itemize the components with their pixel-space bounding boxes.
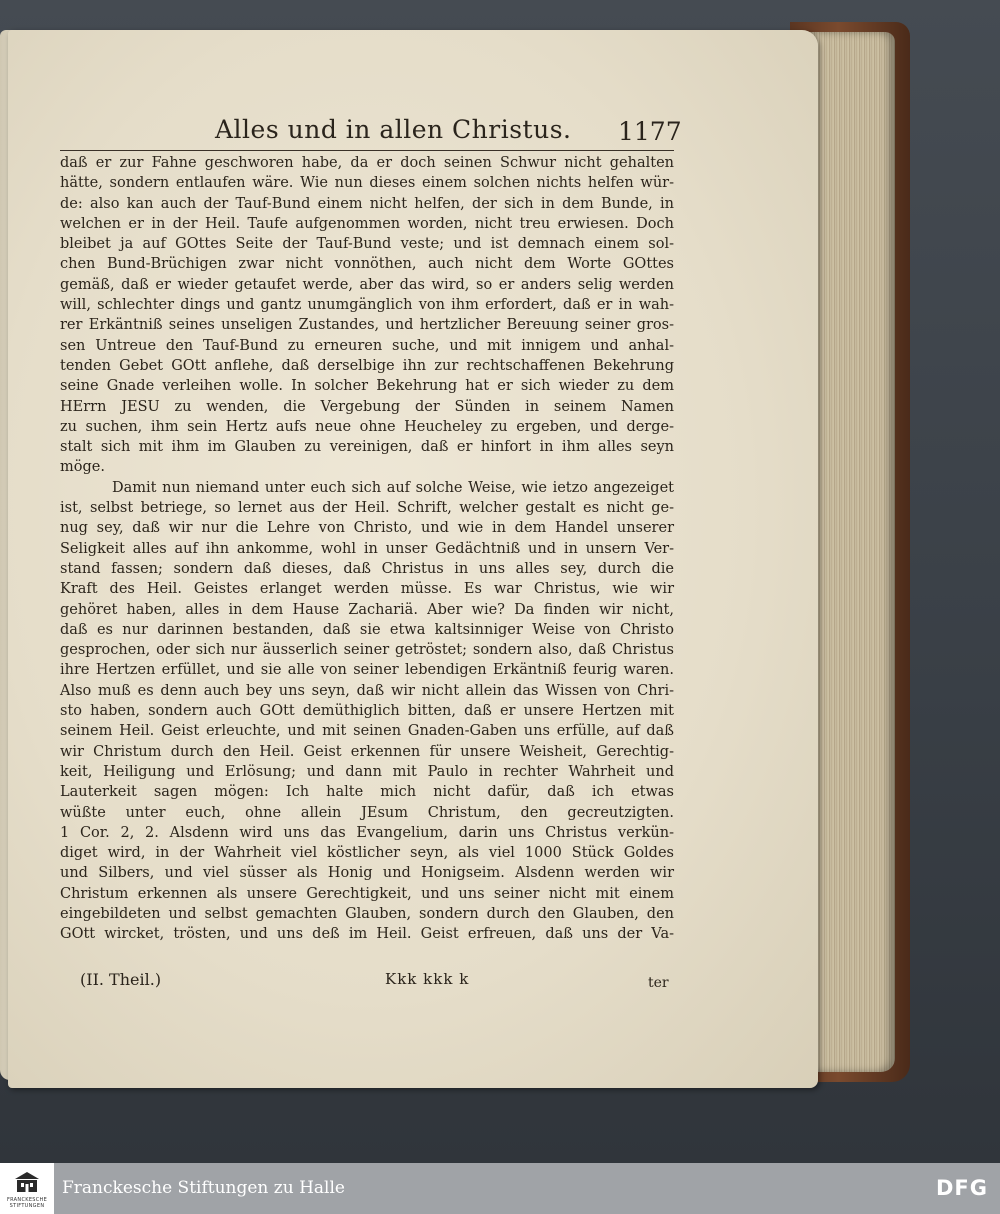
text-line: Christum erkennen als unsere Gerechtigkeit, und uns seiner nicht mit einem	[60, 885, 674, 902]
text-line: HErrn JESU zu wenden, die Vergebung der Sünden in seinem Namen	[60, 398, 674, 415]
text-line: de: also kan auch der Tauf-Bund einem nicht helfen, der sich in dem Bunde, in	[60, 195, 674, 212]
catchword-mark: Kkk kkk k	[385, 970, 470, 988]
text-line: gehöret haben, alles in dem Hause Zachariä. Aber wie? Da finden wir nicht,	[60, 601, 674, 618]
text-line: GOtt wircket, trösten, und uns deß im Heil. Geist erfreuen, daß uns der Va-	[60, 926, 674, 943]
text-line: 1 Cor. 2, 2. Alsdenn wird uns das Evangelium, darin uns Christus verkün-	[60, 824, 674, 841]
text-line: daß er zur Fahne geschworen habe, da er doch seinen Schwur nicht gehalten	[60, 155, 674, 171]
text-line: bleibet ja auf GOttes Seite der Tauf-Bund veste; und ist demnach einem sol-	[60, 236, 674, 253]
text-line: ihre Hertzen erfüllet, und sie alle von seiner lebendigen Erkäntniß feurig waren.	[60, 662, 674, 679]
text-line: sen Untreue den Tauf-Bund zu erneuren suche, und mit innigem und anhal-	[60, 337, 674, 354]
institution-name[interactable]: Franckesche Stiftungen zu Halle	[62, 1178, 345, 1198]
text-line: stand fassen; sondern daß dieses, daß Christus in uns alles sey, durch die	[60, 560, 674, 577]
text-line: Seligkeit alles auf ihn ankomme, wohl in unser Gedächtniß und in unsern Ver-	[60, 540, 674, 557]
text-line: eingebildeten und selbst gemachten Glauben, sondern durch den Glauben, den	[60, 905, 674, 922]
text-line: chen Bund-Brüchigen zwar nicht vonnöthen, auch nicht dem Worte GOttes	[60, 256, 674, 273]
text-line: welchen er in der Heil. Taufe aufgenommen worden, nicht treu erwiesen. Doch	[60, 215, 674, 232]
running-head: Alles und in allen Christus.	[215, 115, 572, 144]
text-line: stalt sich mit ihm im Glauben zu vereinigen, daß er hinfort in ihm alles seyn	[60, 439, 674, 456]
text-line: hätte, sondern entlaufen wäre. Wie nun dieses einem solchen nichts helfen wür-	[60, 175, 674, 192]
header-rule	[60, 150, 674, 151]
text-line: Also muß es denn auch bey uns seyn, daß wir nicht allein das Wissen von Chri-	[60, 682, 674, 699]
text-line: sto haben, sondern auch GOtt demüthiglich bitten, daß er unsere Hertzen mit	[60, 703, 674, 720]
text-line: nug sey, daß wir nur die Lehre von Christo, und wie in dem Handel unserer	[60, 520, 674, 537]
custos: ter	[648, 975, 669, 991]
text-line: zu suchen, ihm sein Hertz aufs neue ohne Heucheley zu ergeben, und derge-	[60, 418, 674, 435]
text-line: diget wird, in der Wahrheit viel köstlicher seyn, als viel 1000 Stück Goldes	[60, 845, 674, 862]
franckesche-logo[interactable]	[0, 1163, 54, 1214]
dfg-logo[interactable]: DFG	[936, 1176, 989, 1200]
text-line: wir Christum durch den Heil. Geist erkennen für unsere Weisheit, Gerechtig-	[60, 743, 674, 760]
text-line: möge.	[60, 459, 105, 476]
body-text	[60, 153, 674, 945]
logo-text: FRANCKESCHE STIFTUNGEN	[6, 1197, 48, 1209]
text-line: seine Gnade verleihen wolle. In solcher Bekehrung hat er sich wieder zu dem	[60, 378, 674, 395]
text-line: und Silbers, und viel süsser als Honig und Honigseim. Alsdenn werden wir	[60, 865, 674, 882]
text-line: daß es nur darinnen bestanden, daß sie etwa kaltsinniger Weise von Christo	[60, 621, 674, 638]
text-line: keit, Heiligung und Erlösung; und dann mit Paulo in rechter Wahrheit und	[60, 763, 674, 780]
page-number: 1177	[618, 117, 682, 146]
text-line: Damit nun niemand unter euch sich auf solche Weise, wie ietzo angezeiget	[112, 479, 674, 496]
text-line: gemäß, daß er wieder getaufet werde, aber das wird, so er anders selig werden	[60, 276, 674, 293]
signature-mark: (II. Theil.)	[80, 970, 162, 989]
building-icon	[12, 1171, 42, 1193]
text-line: gesprochen, oder sich nur äusserlich seiner getröstet; sondern also, daß Christus	[60, 642, 674, 659]
text-line: tenden Gebet GOtt anflehe, daß derselbige ihn zur rechtschaffenen Bekehrung	[60, 357, 674, 374]
text-line: seinem Heil. Geist erleuchte, und mit seinen Gnaden-Gaben uns erfülle, auf daß	[60, 723, 674, 740]
text-line: Lauterkeit sagen mögen: Ich halte mich nicht dafür, daß ich etwas	[60, 784, 674, 801]
text-line: rer Erkäntniß seines unseligen Zustandes, und hertzlicher Bereuung seiner gros-	[60, 317, 674, 334]
text-line: ist, selbst betriege, so lernet aus der Heil. Schrift, welcher gestalt es nicht ge-	[60, 500, 674, 517]
text-line: Kraft des Heil. Geistes erlanget werden müsse. Es war Christus, wie wir	[60, 581, 674, 598]
text-line: will, schlechter dings und gantz unumgänglich von ihm erfordert, daß er in wah-	[60, 297, 674, 314]
text-line: wüßte unter euch, ohne allein JEsum Christum, den gecreutzigten.	[60, 804, 674, 821]
